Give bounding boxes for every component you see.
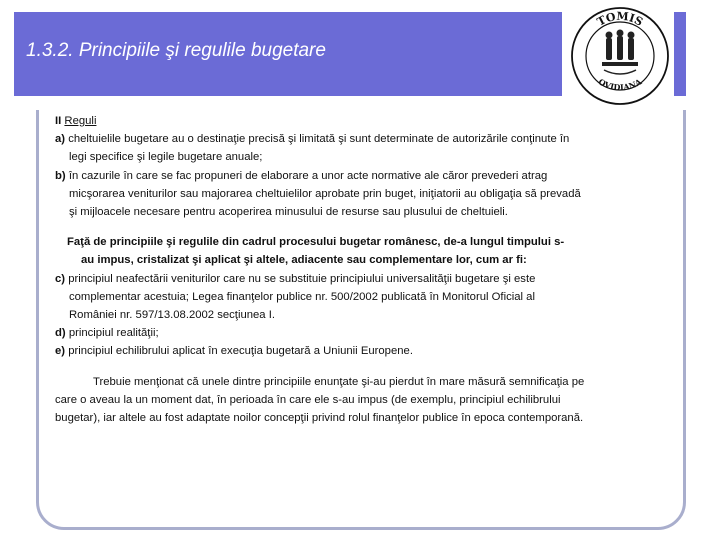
closing-paragraph-line: Trebuie menţionat că unele dintre principiile enunţate şi-au pierdut în mare măsură semnificaţia pe (93, 375, 585, 388)
list-item-c: c) principiul neafectării veniturilor care nu se substituie principiului universalităţii bugetare şi este (55, 272, 536, 285)
slide-title: 1.3.2. Principiile şi regulile bugetare (26, 40, 326, 61)
list-item-b-cont: micşorarea veniturilor sau majorarea cheltuielilor aprobate prin buget, iniţiatorii au obligaţia să prevadă (69, 187, 581, 200)
document-body (55, 112, 675, 427)
list-item-e: e) principiul echilibrului aplicat în execuţia bugetară a Uniunii Europene. (55, 345, 413, 358)
list-item-c-cont: României nr. 597/13.08.2002 secţiunea I. (69, 309, 275, 322)
closing-paragraph-line: bugetar), iar altele au fost adaptate noilor concepţii privind rolul finanţelor publice în epoca contemporană. (55, 412, 584, 425)
section-heading (55, 112, 675, 130)
list-item-a-cont: legi specifice şi legile bugetare anuale; (69, 151, 263, 164)
bold-paragraph-line: Faţă de principiile şi regulile din cadrul procesului bugetar românesc, de-a lungul timpului s- (67, 236, 565, 249)
list-item-b-cont: şi mijloacele necesare pentru acoperirea minusului de resurse sau plusului de cheltuieli. (69, 206, 508, 219)
list-item-c-cont: complementar acestuia; Legea finanţelor publice nr. 500/2002 publicată în Monitorul Oficial al (69, 290, 535, 303)
list-item-a: a) cheltuielile bugetare au o destinaţie precisă şi limitată şi sunt determinate de autorizările conţinute în (55, 133, 570, 146)
bold-paragraph-line: au impus, cristalizat şi aplicat şi altele, adiacente sau complementare lor, cum ar fi: (81, 254, 527, 267)
list-item-d: d) principiul realităţii; (55, 327, 159, 340)
section-title: Reguli (64, 115, 97, 127)
logo-text-top: TOMIS (594, 9, 646, 29)
closing-paragraph-line: care o aveau la un moment dat, în perioada în care ele s-au impus (de exemplu, principiul echilibrului (55, 393, 561, 406)
university-seal-icon (562, 0, 674, 110)
list-item-b: b) în cazurile în care se fac propuneri de elaborare a unor acte normative ale căror prevederi atrag (55, 169, 548, 182)
university-logo (562, 0, 674, 110)
logo-text-bottom: OVIDIANA (596, 76, 644, 93)
section-numeral: II (55, 115, 62, 127)
